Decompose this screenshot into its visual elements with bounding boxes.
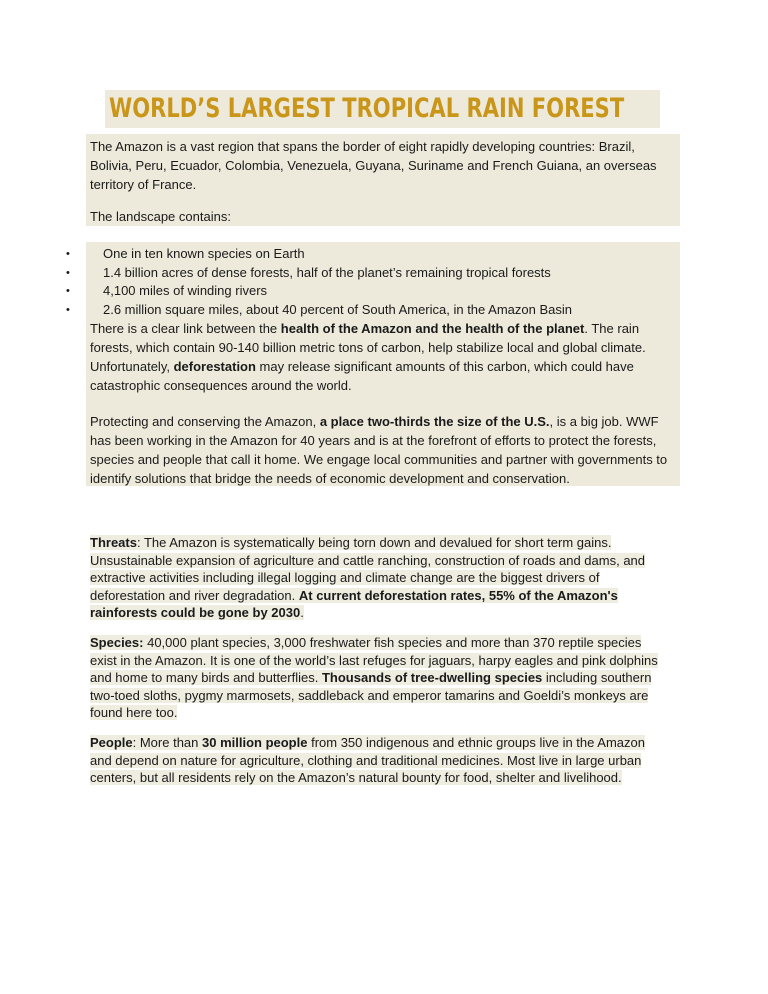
list-item: • 1.4 billion acres of dense forests, half of the planet’s remaining tropical forests bbox=[0, 264, 572, 283]
health-paragraph: There is a clear link between the health of the Amazon and the health of the planet. The rain forests, which contain 90-140 billion metric tons of carbon, help stabilize local and global climate. Unfortunately, deforestation may release significant amounts of this carbon, which could have catastrophic consequences around the world. bbox=[90, 321, 646, 393]
people-paragraph: People: More than 30 million people from 350 indigenous and ethnic groups live in the Amazon and depend on nature for agriculture, clothing and traditional medicines. Most live in large urban centers, but all residents rely on the Amazon’s natural bounty for food, shelter and livelihood. bbox=[90, 735, 645, 785]
bullet-icon: • bbox=[66, 248, 70, 260]
page-title: WORLD’S LARGEST TROPICAL RAIN FOREST bbox=[109, 93, 625, 124]
list-item: • 4,100 miles of winding rivers bbox=[0, 282, 572, 301]
species-paragraph: Species: 40,000 plant species, 3,000 freshwater fish species and more than 370 reptile species exist in the Amazon. It is one of the world’s last refuges for jaguars, harpy eagles and pink dolphins and home to many birds and butterflies. Thousands of tree-dwelling species including southern two-toed sloths, pygmy marmosets, saddleback and emperor tamarins and Goeldi’s monkeys are found here too. bbox=[90, 635, 658, 720]
intro-paragraph: The Amazon is a vast region that spans the border of eight rapidly developing countries: Brazil, Bolivia, Peru, Ecuador, Colombia, Venezuela, Guyana, Suriname and French Guiana, an overseas territory of France. bbox=[90, 139, 657, 192]
landscape-intro: The landscape contains: bbox=[90, 209, 231, 224]
bullet-icon: • bbox=[66, 285, 70, 298]
list-item: • One in ten known species on Earth bbox=[0, 245, 572, 264]
list-item: • 2.6 million square miles, about 40 percent of South America, in the Amazon Basin bbox=[0, 301, 572, 320]
threats-paragraph: Threats: The Amazon is systematically being torn down and devalued for short term gains. Unsustainable expansion of agriculture and cattle ranching, construction of roads and dams, and extractive activities including illegal logging and climate change are the biggest drivers of deforestation and river degradation. At current deforestation rates, 55% of the Amazon's rainforests could be gone by 2030. bbox=[90, 535, 646, 620]
bullet-icon: • bbox=[66, 266, 70, 279]
landscape-list bbox=[0, 245, 572, 320]
bullet-icon: • bbox=[66, 304, 70, 317]
protecting-paragraph: Protecting and conserving the Amazon, a place two-thirds the size of the U.S., is a big job. WWF has been working in the Amazon for 40 years and is at the forefront of efforts to protect the forests, species and people that call it home. We engage local communities and partner with governments to identify solutions that bridge the needs of economic development and conservation. bbox=[90, 414, 668, 486]
title-box bbox=[105, 90, 660, 128]
